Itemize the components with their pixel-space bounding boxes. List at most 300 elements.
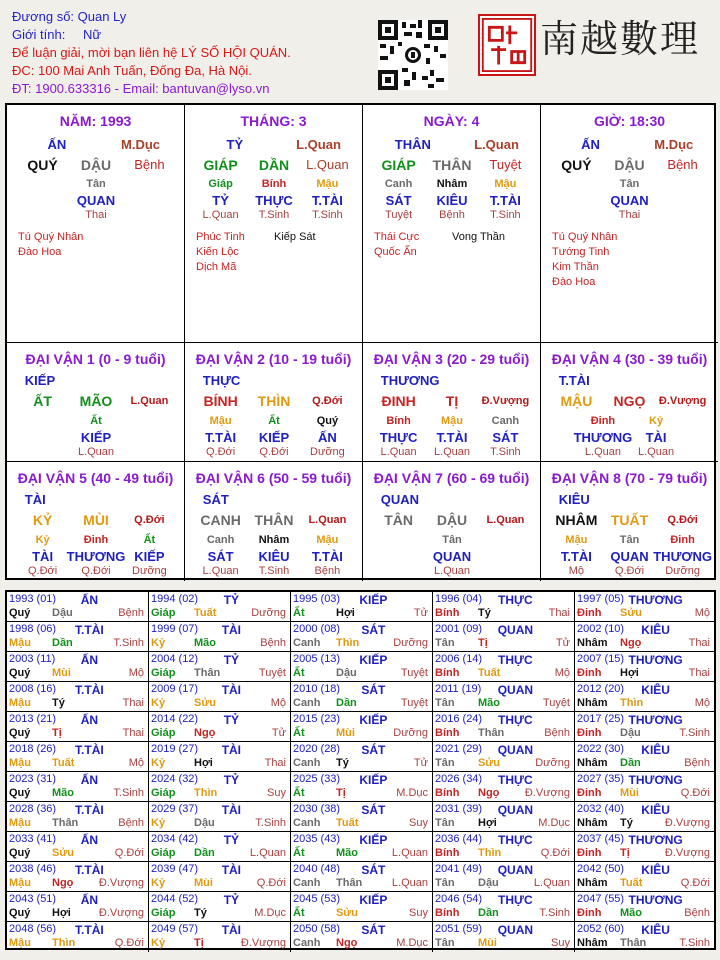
spirit-star: Đào Hoa xyxy=(18,246,62,258)
year-label: 2049 (57) xyxy=(151,923,199,935)
luck-title: ĐẠI VẬN 6 (50 - 59 tuổi) xyxy=(195,470,352,486)
year-star: TÀI xyxy=(221,923,242,937)
spirit-star: Phúc Tinh xyxy=(196,231,245,243)
year-branch: Dậu xyxy=(620,727,641,739)
year-life-stage: Q.Đới xyxy=(540,847,570,859)
year-branch: Tuất xyxy=(620,877,643,889)
year-label: 2011 (19) xyxy=(435,683,482,695)
year-stem: Giáp xyxy=(151,787,176,799)
year-stem: Bính xyxy=(435,727,460,739)
year-label: 2042 (50) xyxy=(577,863,625,875)
luck-title: ĐẠI VẬN 3 (20 - 29 tuổi) xyxy=(373,351,530,367)
year-cell xyxy=(149,772,291,802)
luck-hidden-life: L.Quan xyxy=(77,446,115,458)
year-star: ẤN xyxy=(80,893,99,907)
year-stem: Mậu xyxy=(9,937,31,949)
year-cell xyxy=(291,772,433,802)
luck-hidden-star: THƯƠNG xyxy=(653,549,712,564)
year-cell xyxy=(7,772,149,802)
year-branch: Tuất xyxy=(336,817,359,829)
year-label: 1999 (07) xyxy=(151,623,199,635)
year-life-stage: Bệnh xyxy=(544,727,570,739)
year-star: KIẾP xyxy=(359,593,388,607)
year-stem: Nhâm xyxy=(577,637,608,649)
year-cell xyxy=(433,742,575,772)
year-branch: Mão xyxy=(52,787,74,799)
year-stem: Đinh xyxy=(577,727,602,739)
year-cell xyxy=(575,772,714,802)
luck-hidden-life: Q.Đới xyxy=(27,565,58,577)
year-branch: Tị xyxy=(620,847,630,859)
year-stem: Bính xyxy=(435,787,460,799)
luck-star: THỰC xyxy=(202,373,241,388)
year-branch: Thân xyxy=(478,727,505,739)
year-life-stage: L.Quan xyxy=(391,877,428,889)
year-branch: Mùi xyxy=(620,787,639,799)
year-stem: Nhâm xyxy=(577,757,608,769)
year-stem: Canh xyxy=(293,877,321,889)
year-label: 2010 (18) xyxy=(293,683,341,695)
luck-stem: TÂN xyxy=(384,512,413,528)
year-stem: Ất xyxy=(293,607,305,619)
year-label: 2022 (30) xyxy=(577,743,625,755)
year-star: ẤN xyxy=(80,653,99,667)
year-life-stage: Dưỡng xyxy=(535,757,570,769)
gender-label: Giới tính: xyxy=(12,27,66,42)
luck-hidden-stem: Canh xyxy=(491,415,520,427)
luck-hidden-star: T.TÀI xyxy=(436,430,468,445)
luck-period-1 xyxy=(7,343,185,462)
year-star: THƯƠNG xyxy=(628,653,683,667)
hidden-star: SÁT xyxy=(385,193,412,208)
year-cell xyxy=(433,682,575,712)
luck-hidden-stem: Mậu xyxy=(441,415,463,427)
luck-period-7 xyxy=(363,462,541,581)
year-cell xyxy=(149,652,291,682)
gender-line xyxy=(12,26,291,44)
hidden-life: Tuyệt xyxy=(385,209,413,221)
luck-hidden-stem: Canh xyxy=(206,534,235,546)
year-stem: Đinh xyxy=(577,607,602,619)
year-cell xyxy=(291,832,433,862)
qr-code-icon xyxy=(378,20,448,90)
year-star: QUAN xyxy=(497,803,534,817)
year-branch: Tuất xyxy=(52,757,75,769)
luck-stem: ẤT xyxy=(33,393,52,409)
year-star: T.TÀI xyxy=(75,803,104,817)
year-life-stage: Tuyệt xyxy=(400,667,428,679)
spirit-star: Vong Thần xyxy=(452,231,506,243)
year-label: 2000 (08) xyxy=(293,623,341,635)
luck-period-2 xyxy=(185,343,363,462)
year-star: ẤN xyxy=(80,833,99,847)
year-stem: Giáp xyxy=(151,667,176,679)
year-branch: Thân xyxy=(52,817,79,829)
luck-hidden-life: Q.Đới xyxy=(81,565,111,577)
year-star: KIÊU xyxy=(641,923,670,937)
year-life-stage: Thai xyxy=(548,607,570,619)
year-branch: Sửu xyxy=(620,607,643,619)
header-info xyxy=(12,8,291,98)
year-label: 2025 (33) xyxy=(293,773,341,785)
year-star: TỶ xyxy=(223,773,240,787)
luck-period-8 xyxy=(541,462,718,581)
year-branch: Ngọ xyxy=(336,937,358,949)
year-stem: Đinh xyxy=(577,847,602,859)
year-stem: Ất xyxy=(293,907,305,919)
year-label: 2046 (54) xyxy=(435,893,483,905)
year-life-stage: M.Dục xyxy=(396,937,428,949)
year-life-stage: Q.Đới xyxy=(680,787,710,799)
year-cell xyxy=(433,622,575,652)
year-branch: Hợi xyxy=(620,667,639,679)
year-life-stage: Mộ xyxy=(694,697,710,709)
luck-hidden-star: T.TÀI xyxy=(205,430,237,445)
year-branch: Thân xyxy=(620,937,647,949)
year-star: TỶ xyxy=(223,833,240,847)
luck-title: ĐẠI VẬN 2 (10 - 19 tuổi) xyxy=(195,351,352,367)
year-star: THỰC xyxy=(498,653,533,667)
luck-period-3 xyxy=(363,343,541,462)
year-label: 2047 (55) xyxy=(577,893,625,905)
year-branch: Hợi xyxy=(52,907,71,919)
year-branch: Mão xyxy=(336,847,358,859)
year-cell xyxy=(149,862,291,892)
year-life-stage: Thai xyxy=(122,697,144,709)
year-life-stage: Đ.Vượng xyxy=(664,817,710,829)
year-cell xyxy=(291,802,433,832)
pillar-stem-life: M.Dục xyxy=(654,137,694,152)
year-star: THƯƠNG xyxy=(628,713,683,727)
year-label: 2028 (36) xyxy=(9,803,57,815)
year-life-stage: Thai xyxy=(688,667,710,679)
year-cell xyxy=(7,592,149,622)
luck-stem: KỶ xyxy=(32,512,53,528)
luck-hidden-life: L.Quan xyxy=(584,446,621,458)
spirit-star: Đào Hoa xyxy=(552,276,596,288)
year-label: 2040 (48) xyxy=(293,863,341,875)
luck-hidden-life: L.Quan xyxy=(380,446,417,458)
luck-hidden-stem: Tân xyxy=(442,534,462,546)
year-label: 2006 (14) xyxy=(435,653,483,665)
luck-title: ĐẠI VẬN 4 (30 - 39 tuổi) xyxy=(551,351,708,367)
year-life-stage: Q.Đới xyxy=(114,847,144,859)
year-branch: Tị xyxy=(336,787,346,799)
year-stem: Kỷ xyxy=(151,697,166,709)
year-star: TỶ xyxy=(223,713,240,727)
address-line: ĐC: 100 Mai Anh Tuấn, Đống Đa, Hà Nội. xyxy=(12,63,252,78)
year-life-stage: Đ.Vượng xyxy=(240,937,286,949)
year-stem: Quý xyxy=(9,727,31,739)
year-life-stage: Dưỡng xyxy=(393,637,428,649)
luck-hidden-stem: Đinh xyxy=(83,534,109,546)
luck-title: ĐẠI VẬN 5 (40 - 49 tuổi) xyxy=(17,470,174,486)
year-life-stage: T.Sinh xyxy=(679,937,710,949)
year-stem: Mậu xyxy=(9,877,31,889)
luck-hidden-star: SÁT xyxy=(207,549,234,564)
year-label: 2020 (28) xyxy=(293,743,341,755)
year-branch: Tị xyxy=(52,727,62,739)
luck-hidden-life: L.Quan xyxy=(638,446,675,458)
spirit-star: Kiến Lộc xyxy=(196,246,239,258)
luck-stem: ĐINH xyxy=(381,393,416,409)
year-label: 2023 (31) xyxy=(9,773,57,785)
year-label: 2013 (21) xyxy=(9,713,57,725)
spirit-star: Quốc Ấn xyxy=(374,246,417,258)
year-cell xyxy=(575,832,714,862)
year-branch: Sửu xyxy=(52,847,75,859)
pillar-1 xyxy=(7,105,185,343)
year-star: KIÊU xyxy=(641,683,670,697)
luck-branch: THÌN xyxy=(257,393,291,409)
year-branch: Mùi xyxy=(336,727,355,739)
year-branch: Thìn xyxy=(620,697,644,709)
luck-hidden-life: Q.Đới xyxy=(614,565,645,577)
year-cell xyxy=(7,892,149,922)
hidden-star: QUAN xyxy=(610,193,649,208)
luck-star: QUAN xyxy=(380,492,420,507)
luck-hidden-life: L.Quan xyxy=(202,565,239,577)
pillar-heaven-star: TỶ xyxy=(226,137,244,152)
luck-period-4 xyxy=(541,343,718,462)
year-branch: Tý xyxy=(478,607,491,619)
year-stem: Quý xyxy=(9,787,31,799)
year-branch: Dần xyxy=(478,907,499,919)
year-star: THƯƠNG xyxy=(628,593,683,607)
year-stem: Quý xyxy=(9,907,31,919)
year-label: 1997 (05) xyxy=(577,593,625,605)
luck-branch-life: Đ.Vượng xyxy=(481,395,530,407)
year-branch: Tý xyxy=(620,817,633,829)
year-branch: Hợi xyxy=(336,607,355,619)
luck-hidden-life: Mộ xyxy=(568,565,585,577)
year-star: THỰC xyxy=(498,893,533,907)
year-branch: Sửu xyxy=(336,907,359,919)
year-life-stage: Q.Đới xyxy=(680,877,710,889)
luck-hidden-stem: Bính xyxy=(386,415,411,427)
year-label: 2035 (43) xyxy=(293,833,341,845)
year-cell xyxy=(291,682,433,712)
year-branch: Hợi xyxy=(194,757,213,769)
luck-hidden-star: ẤN xyxy=(318,430,337,445)
hidden-life: Thai xyxy=(618,209,641,221)
year-cell xyxy=(291,592,433,622)
luck-hidden-star: QUAN xyxy=(432,549,472,564)
hidden-stem: Mậu xyxy=(494,178,517,190)
year-star: TỶ xyxy=(223,893,240,907)
year-life-stage: L.Quan xyxy=(249,847,286,859)
year-star: TÀI xyxy=(221,683,242,697)
luck-branch: TUẤT xyxy=(610,512,649,528)
luck-branch: THÂN xyxy=(254,512,294,528)
year-life-stage: Mộ xyxy=(128,667,144,679)
luck-hidden-star: KIẾP xyxy=(258,430,290,445)
year-star: THỰC xyxy=(498,713,533,727)
year-life-stage: Đ.Vượng xyxy=(664,847,710,859)
luck-hidden-stem: Mậu xyxy=(209,415,232,427)
year-life-stage: Đ.Vượng xyxy=(524,787,570,799)
pillar-branch-life: Bệnh xyxy=(667,157,698,172)
luck-branch-life: L.Quan xyxy=(308,514,347,526)
year-star: THƯƠNG xyxy=(628,893,683,907)
pillar-branch: DẬU xyxy=(614,157,645,173)
hidden-stem: Nhâm xyxy=(436,178,468,190)
year-cell xyxy=(291,892,433,922)
luck-title: ĐẠI VẬN 1 (0 - 9 tuổi) xyxy=(25,351,166,367)
pillar-heaven-star: THÂN xyxy=(394,137,431,152)
year-life-stage: Bệnh xyxy=(260,637,286,649)
pillar-branch-life: Bệnh xyxy=(134,157,165,172)
year-stem: Mậu xyxy=(9,697,31,709)
year-life-stage: Thai xyxy=(122,727,144,739)
luck-star: KIÊU xyxy=(558,492,590,507)
year-star: TÀI xyxy=(221,743,242,757)
luck-hidden-star: SÁT xyxy=(492,430,519,445)
year-cell xyxy=(149,622,291,652)
year-star: THƯƠNG xyxy=(628,833,683,847)
year-branch: Sửu xyxy=(478,757,501,769)
year-stem: Giáp xyxy=(151,907,176,919)
year-label: 2018 (26) xyxy=(9,743,57,755)
year-label: 2033 (41) xyxy=(9,833,57,845)
year-stem: Ất xyxy=(293,847,305,859)
year-label: 2026 (34) xyxy=(435,773,483,785)
year-star: T.TÀI xyxy=(75,623,104,637)
year-stem: Mậu xyxy=(9,637,31,649)
year-star: ẤN xyxy=(80,713,99,727)
year-life-stage: Bệnh xyxy=(118,607,144,619)
luck-hidden-life: Q.Đới xyxy=(259,446,289,458)
yearly-table xyxy=(5,590,716,950)
hidden-stem: Tân xyxy=(619,178,640,190)
luck-branch-life: Đ.Vượng xyxy=(658,395,707,407)
year-label: 2051 (59) xyxy=(435,923,483,935)
luck-star: THƯƠNG xyxy=(380,373,440,388)
year-star: T.TÀI xyxy=(75,743,104,757)
year-life-stage: Suy xyxy=(409,907,428,919)
year-stem: Bính xyxy=(435,907,460,919)
luck-branch: TỊ xyxy=(445,393,459,409)
year-life-stage: Đ.Vượng xyxy=(98,907,144,919)
luck-title: ĐẠI VẬN 8 (70 - 79 tuổi) xyxy=(551,470,708,486)
year-cell xyxy=(291,652,433,682)
year-stem: Tân xyxy=(435,937,455,949)
year-life-stage: Q.Đới xyxy=(114,937,144,949)
year-life-stage: Tử xyxy=(271,727,286,739)
year-life-stage: Mộ xyxy=(694,607,710,619)
year-stem: Đinh xyxy=(577,907,602,919)
year-life-stage: Tuyệt xyxy=(258,667,286,679)
year-branch: Thân xyxy=(194,667,221,679)
pillar-stem: QUÝ xyxy=(27,157,58,173)
luck-hidden-life: L.Quan xyxy=(433,565,471,577)
luck-branch: DẬU xyxy=(436,512,468,528)
year-stem: Canh xyxy=(293,637,321,649)
year-cell xyxy=(433,802,575,832)
year-branch: Hợi xyxy=(478,817,497,829)
year-label: 2037 (45) xyxy=(577,833,625,845)
year-life-stage: Suy xyxy=(551,937,570,949)
year-stem: Tân xyxy=(435,817,455,829)
pillar-4 xyxy=(541,105,718,343)
year-star: TÀI xyxy=(221,623,242,637)
year-star: SÁT xyxy=(361,623,386,637)
year-star: SÁT xyxy=(361,683,386,697)
hidden-stem: Mậu xyxy=(316,178,339,190)
hidden-star: QUAN xyxy=(76,193,116,208)
luck-hidden-star: THỰC xyxy=(379,430,418,445)
year-cell xyxy=(575,922,714,952)
year-label: 2008 (16) xyxy=(9,683,57,695)
pillar-branch: DẬU xyxy=(80,157,112,173)
hidden-life: Bệnh xyxy=(439,209,465,221)
pillar-heaven-star: ẤN xyxy=(581,137,600,152)
brand-logo: 南越數理 xyxy=(540,17,701,61)
luck-stem: BÍNH xyxy=(203,393,238,409)
year-star: TỶ xyxy=(223,593,240,607)
year-branch: Dần xyxy=(336,697,357,709)
year-label: 1998 (06) xyxy=(9,623,57,635)
year-label: 2003 (11) xyxy=(9,653,56,665)
spirit-star: Tướng Tinh xyxy=(552,246,610,258)
year-life-stage: T.Sinh xyxy=(539,907,570,919)
year-label: 2048 (56) xyxy=(9,923,57,935)
year-cell xyxy=(149,712,291,742)
year-life-stage: Q.Đới xyxy=(256,877,286,889)
year-star: QUAN xyxy=(497,863,534,877)
spirit-star: Dịch Mã xyxy=(196,261,237,273)
year-stem: Nhâm xyxy=(577,937,608,949)
spirit-star: Thái Cực xyxy=(374,231,420,243)
year-branch: Dần xyxy=(620,757,641,769)
year-star: QUAN xyxy=(497,623,534,637)
year-label: 2014 (22) xyxy=(151,713,199,725)
luck-period-5 xyxy=(7,462,185,581)
year-star: KIÊU xyxy=(641,623,670,637)
luck-hidden-stem: Mậu xyxy=(316,534,339,546)
luck-hidden-star: KIẾP xyxy=(134,549,165,564)
pillar-branch-life: L.Quan xyxy=(306,157,349,172)
year-label: 2004 (12) xyxy=(151,653,199,665)
year-branch: Ngọ xyxy=(52,877,74,889)
year-life-stage: Suy xyxy=(409,817,428,829)
year-cell xyxy=(433,712,575,742)
year-cell xyxy=(7,682,149,712)
hidden-life: T.Sinh xyxy=(258,209,290,221)
year-label: 2027 (35) xyxy=(577,773,625,785)
year-branch: Dậu xyxy=(336,667,357,679)
year-stem: Canh xyxy=(293,697,321,709)
year-label: 2001 (09) xyxy=(435,623,483,635)
year-label: 2015 (23) xyxy=(293,713,341,725)
luck-hidden-stem: Nhâm xyxy=(258,534,290,546)
year-life-stage: Dưỡng xyxy=(251,607,286,619)
year-label: 2036 (44) xyxy=(435,833,483,845)
pillar-stem-life: L.Quan xyxy=(296,137,341,152)
year-life-stage: Bệnh xyxy=(118,817,144,829)
hidden-star: TỶ xyxy=(212,193,229,208)
year-cell xyxy=(291,712,433,742)
luck-branch: MÙI xyxy=(83,512,109,528)
luck-hidden-stem: Quý xyxy=(316,415,339,427)
year-label: 1995 (03) xyxy=(293,593,341,605)
luck-hidden-life: Dưỡng xyxy=(132,565,167,577)
year-star: T.TÀI xyxy=(75,923,104,937)
luck-hidden-stem: Kỷ xyxy=(649,415,664,427)
pillars-chart xyxy=(5,103,716,580)
year-cell xyxy=(291,622,433,652)
luck-hidden-star: TÀI xyxy=(645,430,667,445)
